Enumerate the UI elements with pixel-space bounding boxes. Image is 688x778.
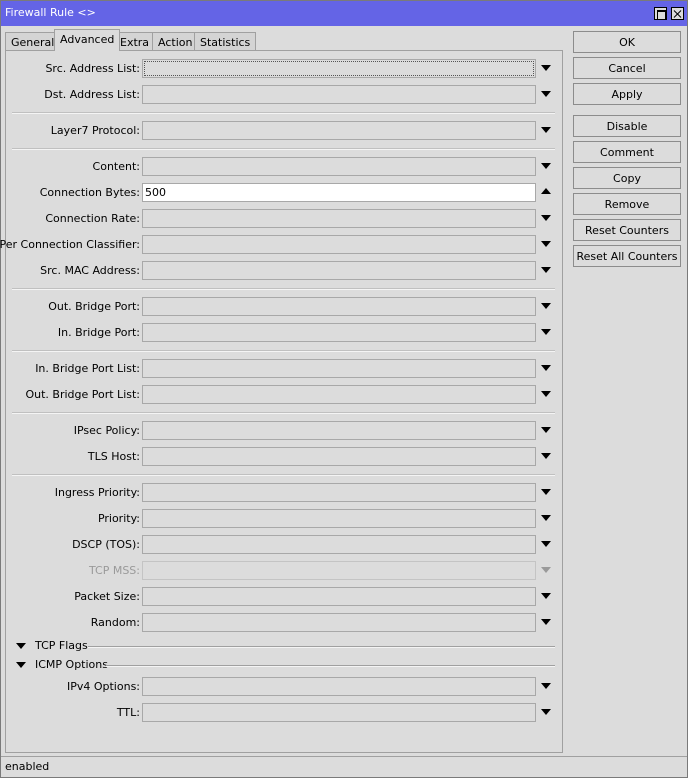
- per-connection-classifier-row: [0, 235, 562, 255]
- remove-button[interactable]: Remove: [573, 193, 681, 215]
- connection-rate-label: Connection Rate:: [45, 212, 140, 225]
- ttl-input[interactable]: [142, 703, 536, 722]
- priority-input[interactable]: [142, 509, 536, 528]
- ipv4-options-label: IPv4 Options:: [66, 680, 140, 693]
- ipsec-policy-label: IPsec Policy:: [73, 424, 140, 437]
- layer7-protocol-input[interactable]: [142, 121, 536, 140]
- in-bridge-port-list-row: [6, 359, 562, 379]
- src-mac-address-label: Src. MAC Address:: [40, 264, 140, 277]
- ipv4-options-input[interactable]: [142, 677, 536, 696]
- title-bar[interactable]: [1, 1, 687, 26]
- per-connection-classifier-label: Per Connection Classifier:: [0, 238, 140, 251]
- tab-extra[interactable]: Extra: [114, 32, 155, 51]
- out-bridge-port-label: Out. Bridge Port:: [48, 300, 140, 313]
- chevron-down-icon[interactable]: [541, 241, 551, 247]
- ttl-row: [6, 703, 562, 723]
- content-label: Content:: [92, 160, 140, 173]
- ipsec-policy-input[interactable]: [142, 421, 536, 440]
- in-bridge-port-input[interactable]: [142, 323, 536, 342]
- window-title: Firewall Rule <>: [5, 6, 96, 19]
- tab-general[interactable]: General: [5, 32, 60, 51]
- in-bridge-port-row: [6, 323, 562, 343]
- divider: [12, 288, 555, 290]
- ingress-priority-row: [6, 483, 562, 503]
- ok-button[interactable]: OK: [573, 31, 681, 53]
- tab-advanced[interactable]: Advanced: [54, 29, 120, 51]
- divider: [88, 646, 555, 648]
- content-row: [6, 157, 562, 177]
- connection-bytes-label: Connection Bytes:: [39, 186, 140, 199]
- priority-label: Priority:: [97, 512, 140, 525]
- packet-size-input[interactable]: [142, 587, 536, 606]
- chevron-down-icon[interactable]: [541, 453, 551, 459]
- chevron-down-icon[interactable]: [541, 267, 551, 273]
- packet-size-label: Packet Size:: [74, 590, 140, 603]
- ipsec-policy-row: [6, 421, 562, 441]
- divider: [12, 112, 555, 114]
- divider: [12, 474, 555, 476]
- layer7-protocol-row: [6, 121, 562, 141]
- tab-action[interactable]: Action: [152, 32, 198, 51]
- connection-bytes-row: [6, 183, 562, 203]
- src-address-list-label: Src. Address List:: [45, 62, 140, 75]
- maximize-icon[interactable]: [654, 7, 667, 20]
- chevron-down-icon[interactable]: [541, 541, 551, 547]
- chevron-down-icon[interactable]: [541, 91, 551, 97]
- chevron-down-icon[interactable]: [541, 709, 551, 715]
- packet-size-row: [6, 587, 562, 607]
- divider: [106, 665, 555, 667]
- src-address-list-input[interactable]: [142, 59, 536, 78]
- chevron-down-icon[interactable]: [541, 391, 551, 397]
- chevron-down-icon[interactable]: [541, 683, 551, 689]
- reset-counters-button[interactable]: Reset Counters: [573, 219, 681, 241]
- tls-host-input[interactable]: [142, 447, 536, 466]
- per-connection-classifier-input[interactable]: [142, 235, 536, 254]
- chevron-down-icon: [541, 567, 551, 573]
- chevron-down-icon[interactable]: [541, 329, 551, 335]
- chevron-down-icon[interactable]: [541, 515, 551, 521]
- triangle-down-icon[interactable]: [16, 662, 26, 668]
- random-label: Random:: [90, 616, 140, 629]
- chevron-down-icon[interactable]: [541, 163, 551, 169]
- tcp-mss-row: [6, 561, 562, 581]
- chevron-down-icon[interactable]: [541, 427, 551, 433]
- random-input[interactable]: [142, 613, 536, 632]
- in-bridge-port-list-label: In. Bridge Port List:: [35, 362, 140, 375]
- triangle-down-icon[interactable]: [16, 643, 26, 649]
- tcp-mss-label: TCP MSS:: [88, 564, 140, 577]
- chevron-down-icon[interactable]: [541, 365, 551, 371]
- tls-host-row: [6, 447, 562, 467]
- chevron-down-icon[interactable]: [541, 619, 551, 625]
- random-row: [6, 613, 562, 633]
- dscp-tos-input[interactable]: [142, 535, 536, 554]
- out-bridge-port-list-label: Out. Bridge Port List:: [25, 388, 140, 401]
- reset-all-counters-button[interactable]: Reset All Counters: [573, 245, 681, 267]
- chevron-up-icon[interactable]: [541, 188, 551, 194]
- tcp-flags-section[interactable]: [12, 639, 555, 655]
- chevron-down-icon[interactable]: [541, 303, 551, 309]
- ttl-label: TTL:: [116, 706, 140, 719]
- connection-rate-input[interactable]: [142, 209, 536, 228]
- icmp-options-section[interactable]: [12, 658, 555, 674]
- cancel-button[interactable]: Cancel: [573, 57, 681, 79]
- advanced-tab-panel: [0, 50, 563, 753]
- tcp-flags-heading: TCP Flags: [35, 639, 88, 652]
- dst-address-list-row: [6, 85, 562, 105]
- src-mac-address-input[interactable]: [142, 261, 536, 280]
- ingress-priority-input[interactable]: [142, 483, 536, 502]
- icmp-options-heading: ICMP Options: [35, 658, 108, 671]
- chevron-down-icon[interactable]: [541, 593, 551, 599]
- chevron-down-icon[interactable]: [541, 489, 551, 495]
- out-bridge-port-list-input[interactable]: [142, 385, 536, 404]
- dscp-tos-label: DSCP (TOS):: [72, 538, 140, 551]
- status-text: enabled: [5, 760, 50, 773]
- tls-host-label: TLS Host:: [87, 450, 140, 463]
- ingress-priority-label: Ingress Priority:: [54, 486, 140, 499]
- chevron-down-icon[interactable]: [541, 127, 551, 133]
- chevron-down-icon[interactable]: [541, 65, 551, 71]
- disable-button[interactable]: Disable: [573, 115, 681, 137]
- content-input[interactable]: [142, 157, 536, 176]
- out-bridge-port-list-row: [6, 385, 562, 405]
- divider: [12, 350, 555, 352]
- in-bridge-port-label: In. Bridge Port:: [57, 326, 140, 339]
- divider: [12, 148, 555, 150]
- copy-button[interactable]: Copy: [573, 167, 681, 189]
- tcp-mss-input: [142, 561, 536, 580]
- comment-button[interactable]: Comment: [573, 141, 681, 163]
- src-address-list-row: [6, 59, 562, 79]
- out-bridge-port-row: [6, 297, 562, 317]
- layer7-protocol-label: Layer7 Protocol:: [50, 124, 140, 137]
- connection-rate-row: [6, 209, 562, 229]
- status-bar: [1, 756, 687, 777]
- dst-address-list-input[interactable]: [142, 85, 536, 104]
- close-icon[interactable]: [671, 7, 684, 20]
- apply-button[interactable]: Apply: [573, 83, 681, 105]
- priority-row: [6, 509, 562, 529]
- src-mac-address-row: [6, 261, 562, 281]
- dst-address-list-label: Dst. Address List:: [44, 88, 140, 101]
- chevron-down-icon[interactable]: [541, 215, 551, 221]
- dscp-tos-row: [6, 535, 562, 555]
- tab-statistics[interactable]: Statistics: [194, 32, 256, 51]
- out-bridge-port-input[interactable]: [142, 297, 536, 316]
- divider: [12, 412, 555, 414]
- connection-bytes-input[interactable]: 500: [142, 183, 536, 202]
- in-bridge-port-list-input[interactable]: [142, 359, 536, 378]
- ipv4-options-row: [6, 677, 562, 697]
